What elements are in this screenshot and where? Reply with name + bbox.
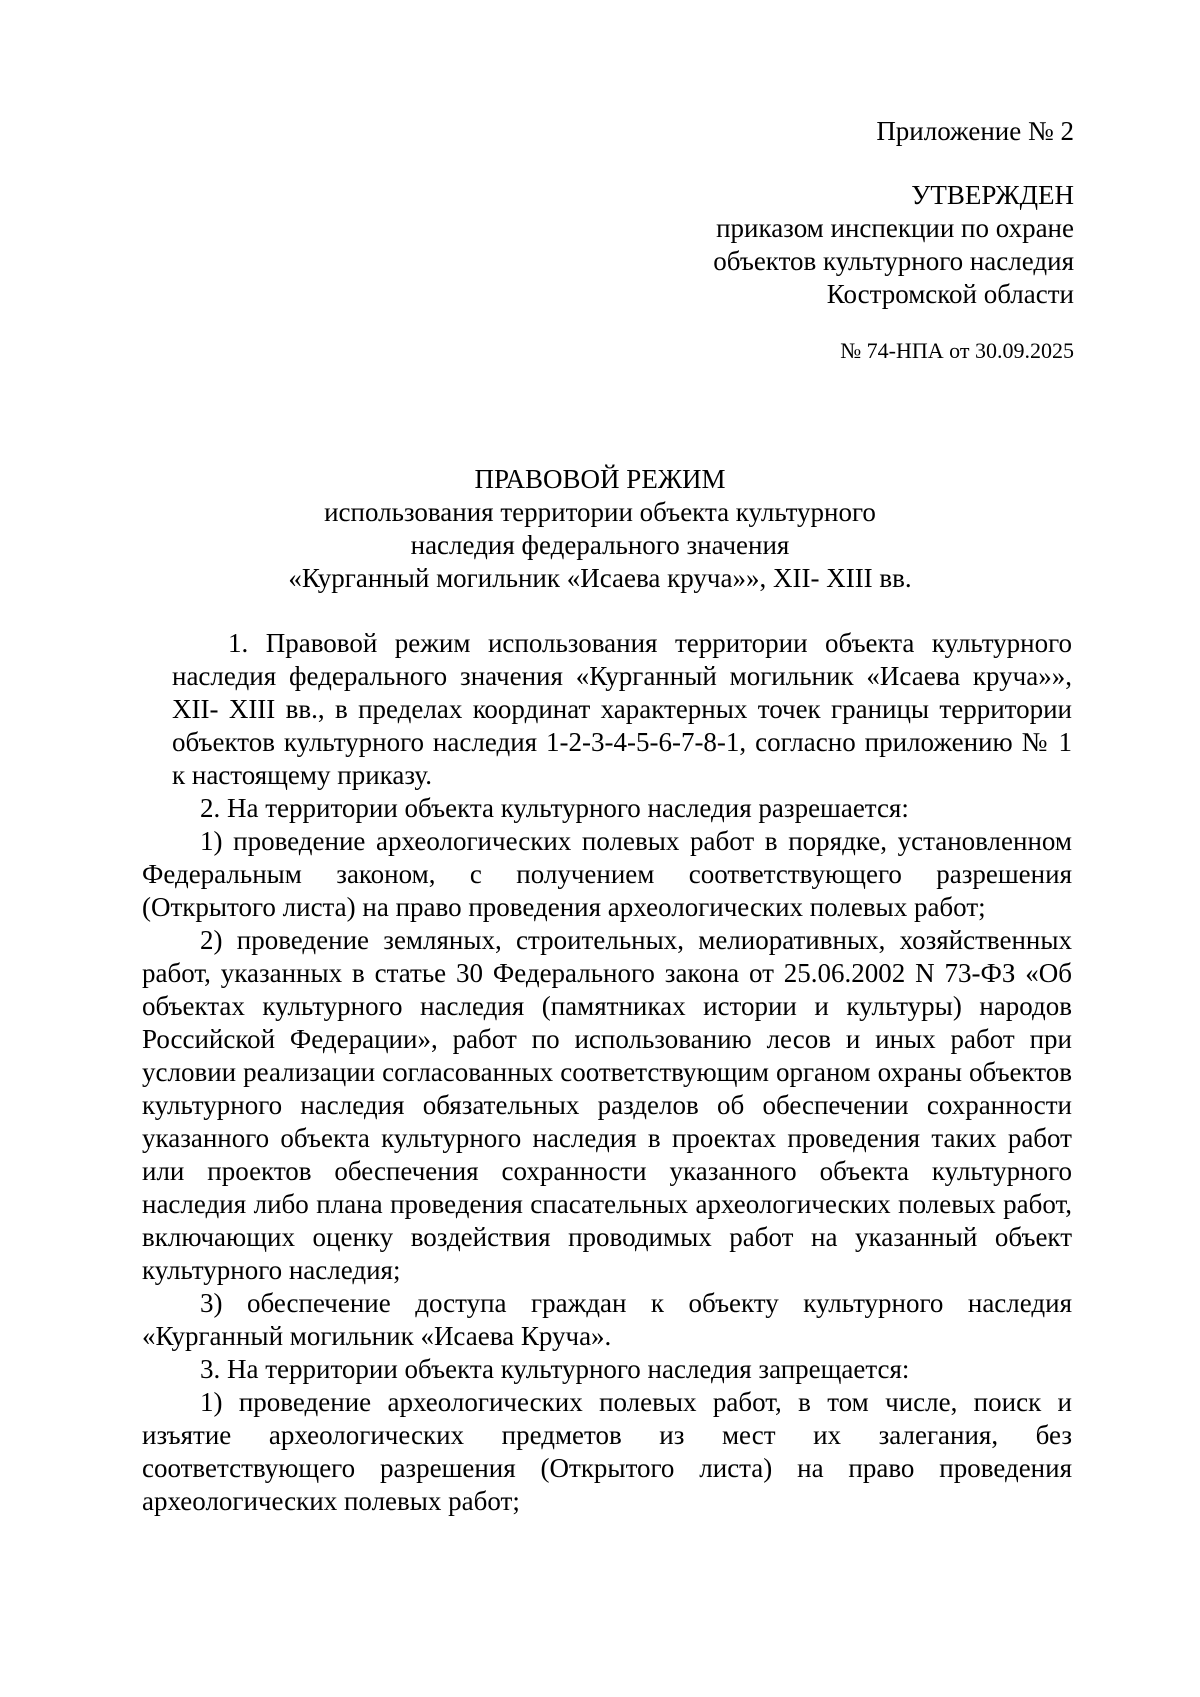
- paragraph: 1) проведение археологических полевых работ в порядке, установленном Федеральным законом, с получением соответствующего разрешения (Открытого листа) на право проведения археологических полевых работ;: [142, 826, 1072, 922]
- approval-block: [713, 179, 1074, 311]
- title-line: «Курганный могильник «Исаева круча»», XII- XIII вв.: [288, 563, 912, 593]
- order-number: № 74-НПА от 30.09.2025: [840, 338, 1074, 363]
- title-line: наследия федерального значения: [410, 530, 790, 560]
- title-main: ПРАВОВОЙ РЕЖИМ: [474, 464, 726, 494]
- paragraph: 3. На территории объекта культурного наследия запрещается:: [200, 1354, 910, 1384]
- approved-heading: УТВЕРЖДЕН: [911, 180, 1074, 210]
- document-title: [0, 463, 1200, 595]
- approved-by-line: Костромской области: [826, 279, 1074, 309]
- paragraph: 2) проведение земляных, строительных, мелиоративных, хозяйственных работ, указанных в статье 30 Федерального закона от 25.06.2002 N 73-ФЗ «Об объектах культурного наследия (памятниках истории и культуры) народов Российской Федерации», работ по использованию лесов и иных работ при условии реализации согласованных соответствующим органом охраны объектов культурного наследия обязательных разделов об обеспечении сохранности указанного объекта культурного наследия в проектах проведения таких работ или проектов обеспечения сохранности указанного объекта культурного наследия либо плана проведения спасательных археологических полевых работ, включающих оценку воздействия проводимых работ на указанный объект культурного наследия;: [142, 925, 1072, 1285]
- appendix-label: Приложение № 2: [876, 116, 1074, 146]
- paragraph: 1) проведение археологических полевых работ, в том числе, поиск и изъятие археологических предметов из мест их залегания, без соответствующего разрешения (Открытого листа) на право проведения археологических полевых работ;: [142, 1387, 1072, 1516]
- paragraph: 3) обеспечение доступа граждан к объекту культурного наследия «Курганный могильник «Исаева Круча».: [142, 1288, 1072, 1351]
- approved-by-line: приказом инспекции по охране: [716, 213, 1074, 243]
- paragraph: 2. На территории объекта культурного наследия разрешается:: [200, 793, 909, 823]
- title-line: использования территории объекта культурного: [324, 497, 876, 527]
- document-body: [142, 627, 1072, 1518]
- approved-by-line: объектов культурного наследия: [713, 246, 1074, 276]
- paragraph: 1. Правовой режим использования территории объекта культурного наследия федерального значения «Курганный могильник «Исаева круча»», XII- XIII вв., в пределах координат характерных точек границы территории объектов культурного наследия 1-2-3-4-5-6-7-8-1, согласно приложению № 1 к настоящему приказу.: [172, 628, 1072, 790]
